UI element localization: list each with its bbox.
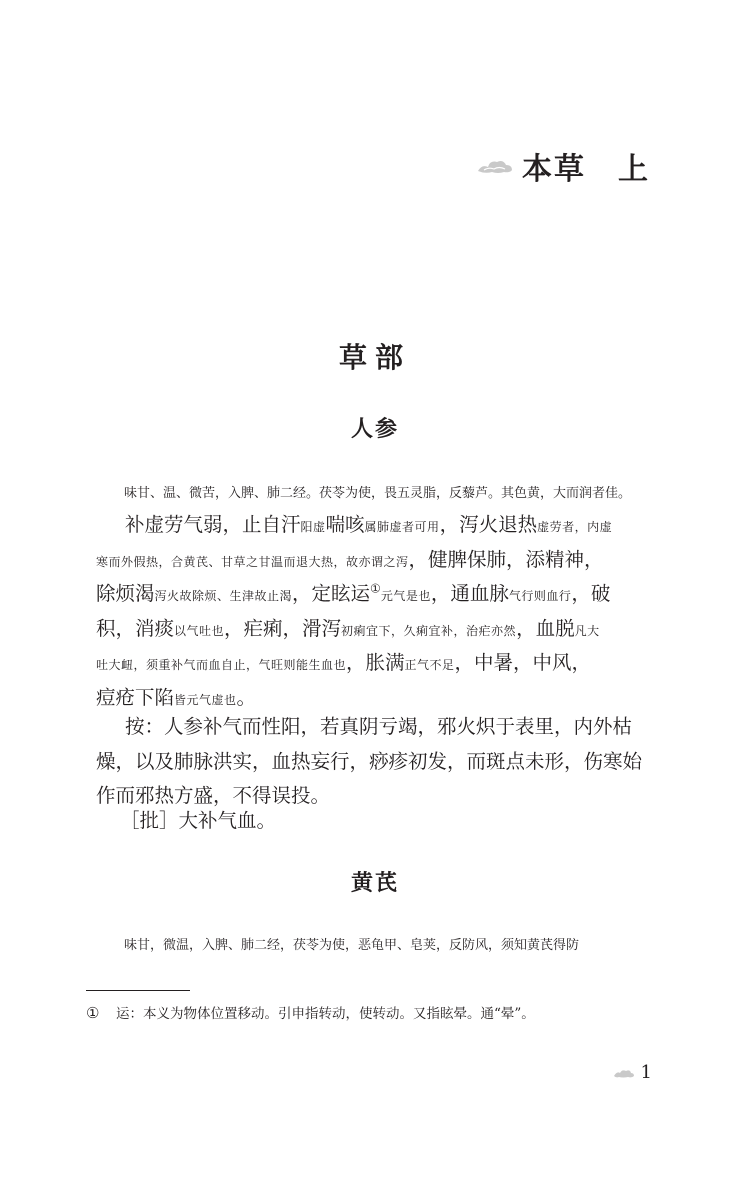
herb-meta-huangqi: 味甘，微温，入脾、肺二经，茯苓为使，恶龟甲、皂荚，反防风，须知黄芪得防 xyxy=(124,938,580,953)
footnote-number: ① xyxy=(86,1004,100,1022)
body-line: 吐大衄，须重补气而血自止，气旺则能生血也，胀满正气不足，中暑，中风， xyxy=(96,651,592,674)
footnote xyxy=(86,1002,535,1022)
herb-title-huangqi: 黄芪 xyxy=(350,870,399,896)
body-line: 积，消痰以气吐也，疟痢，滑泻初痢宜下，久痢宜补，治疟亦然，血脱凡大 xyxy=(96,616,600,640)
note-line: 按：人参补气而性阳，若真阴亏竭，邪火炽于表里，内外枯 xyxy=(125,715,633,738)
body-line: 除烦渴泻火故除烦、生津故止渴，定眩运①元气是也，通血脉气行则血行，破 xyxy=(96,581,611,605)
section-title: 草部 xyxy=(338,341,411,374)
herb-meta-renshen: 味甘、温、微苦，入脾、肺二经。茯苓为使，畏五灵脂，反藜芦。其色黄，大而润者佳。 xyxy=(124,486,632,501)
cloud-ornament-icon xyxy=(476,156,514,176)
body-line: 寒而外假热，合黄芪、甘草之甘温而退大热，故亦谓之泻，健脾保肺，添精神， xyxy=(96,547,604,571)
footnote-text: 运：本义为物体位置移动。引申指转动，使转动。又指眩晕。通“晕”。 xyxy=(116,1006,535,1022)
herb-comment-renshen: ［批］大补气血。 xyxy=(120,809,277,832)
herb-title-renshen: 人参 xyxy=(350,416,399,442)
cloud-ornament-icon xyxy=(613,1067,635,1079)
body-line: 痘疮下陷皆元气虚也。 xyxy=(96,685,257,709)
footnote-ref: ① xyxy=(370,581,381,596)
note-line: 燥，以及肺脉洪实，血热妄行，痧疹初发，而斑点未形，伤寒始 xyxy=(96,749,643,773)
chapter-title: 本草 上 xyxy=(522,152,650,187)
note-line: 作而邪热方盛，不得误投。 xyxy=(96,784,331,807)
herb-note-renshen xyxy=(96,710,662,814)
body-line: 补虚劳气弱，止自汗阳虚喘咳属肺虚者可用，泻火退热虚劳者，内虚 xyxy=(125,513,613,536)
footnote-divider xyxy=(86,990,190,991)
chapter-header xyxy=(476,144,650,188)
herb-body-renshen xyxy=(96,508,662,715)
page-footer xyxy=(613,1062,652,1083)
page-number: 1 xyxy=(640,1062,652,1083)
